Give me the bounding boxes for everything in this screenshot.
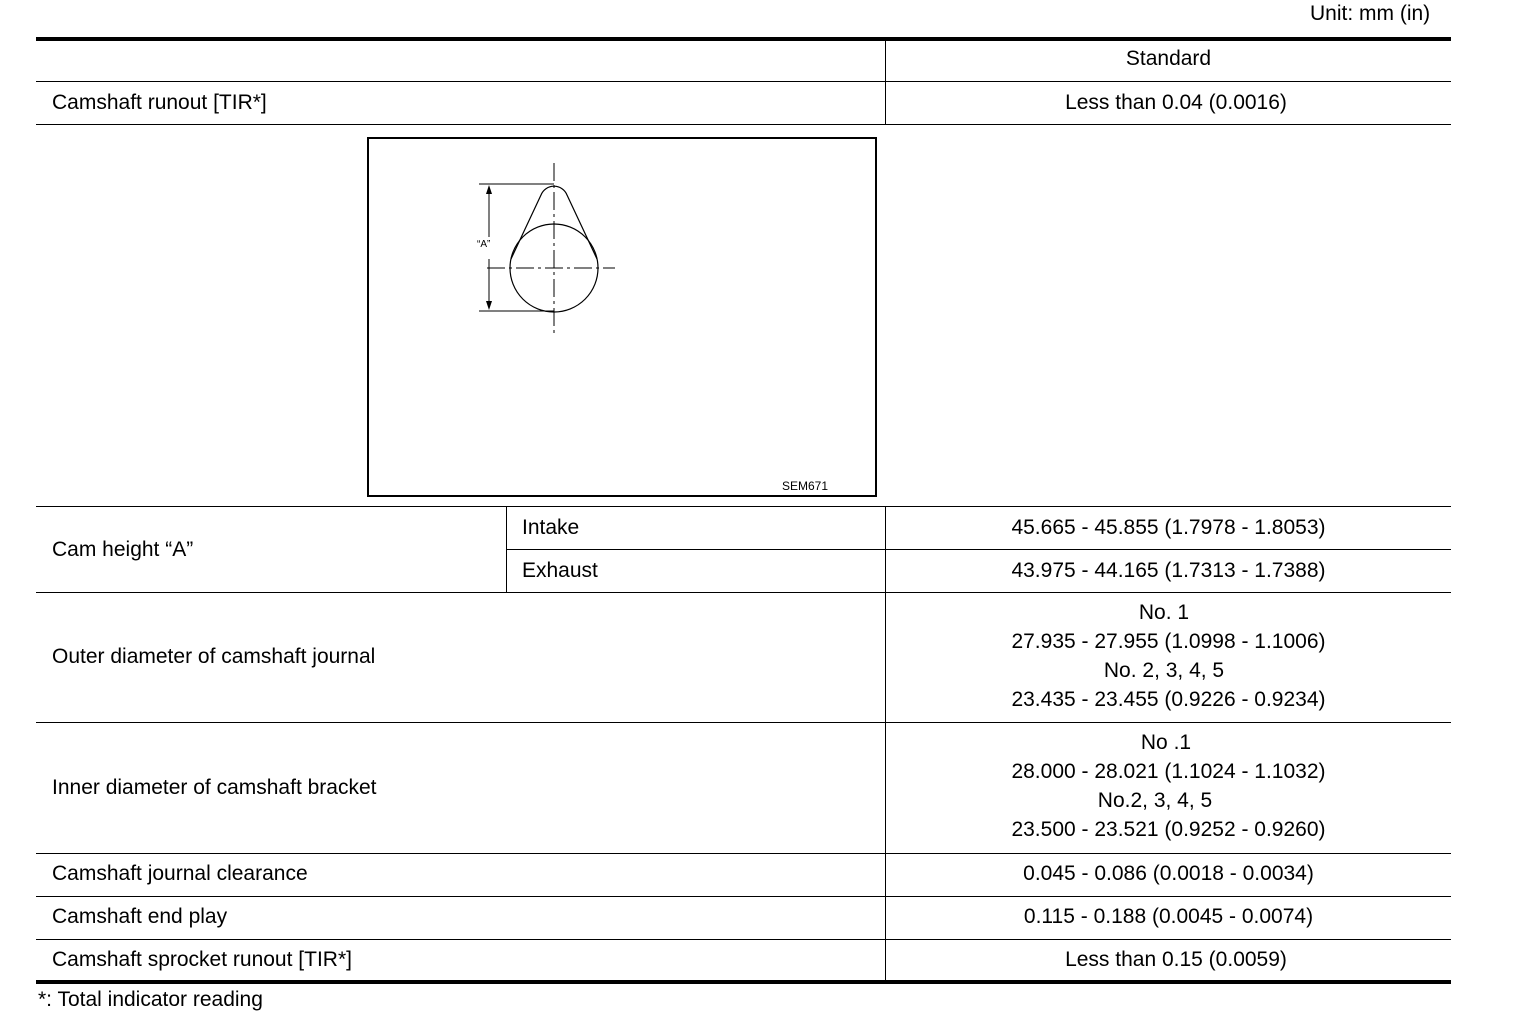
journal-outer-line: No. 1 [1138, 601, 1190, 624]
row-divider [36, 81, 1451, 82]
journal-outer-line: No. 2, 3, 4, 5 [1103, 659, 1225, 682]
figure-code: SEM671 [782, 479, 829, 493]
end-play-label: Camshaft end play [52, 905, 228, 928]
journal-outer-line: 27.935 - 27.955 (1.0998 - 1.1006) [1011, 630, 1326, 653]
row-divider [36, 124, 1451, 125]
cam-height-label: Cam height “A” [52, 538, 194, 561]
unit-label: Unit: mm (in) [1310, 2, 1431, 25]
journal-clearance-label: Camshaft journal clearance [52, 862, 308, 885]
cam-height-figure [367, 137, 877, 497]
dimension-a-label: “A” [477, 239, 491, 250]
bracket-inner-line: 23.500 - 23.521 (0.9252 - 0.9260) [1011, 818, 1326, 841]
runout-label: Camshaft runout [TIR*] [52, 91, 267, 114]
row-divider [36, 592, 1451, 593]
journal-outer-label: Outer diameter of camshaft journal [52, 645, 376, 668]
journal-outer-line: 23.435 - 23.455 (0.9226 - 0.9234) [1011, 688, 1326, 711]
row-divider [36, 896, 1451, 897]
intake-label: Intake [522, 516, 580, 539]
column-divider [506, 506, 507, 593]
bracket-inner-label: Inner diameter of camshaft bracket [52, 776, 377, 799]
row-divider [36, 722, 1451, 723]
row-divider [36, 939, 1451, 940]
sprocket-runout-value: Less than 0.15 (0.0059) [1065, 948, 1287, 971]
exhaust-label: Exhaust [522, 559, 598, 582]
bracket-inner-line: No .1 [1140, 731, 1192, 754]
bracket-inner-line: No.2, 3, 4, 5 [1097, 789, 1213, 812]
table-top-rule [36, 37, 1451, 41]
sprocket-runout-label: Camshaft sprocket runout [TIR*] [52, 948, 352, 971]
row-divider [36, 506, 1451, 507]
row-divider [36, 853, 1451, 854]
header-standard: Standard [1125, 47, 1212, 70]
table-bottom-rule [36, 980, 1451, 984]
footnote: *: Total indicator reading [38, 988, 263, 1011]
bracket-inner-line: 28.000 - 28.021 (1.1024 - 1.1032) [1011, 760, 1326, 783]
runout-value: Less than 0.04 (0.0016) [1065, 91, 1287, 114]
exhaust-value: 43.975 - 44.165 (1.7313 - 1.7388) [1011, 559, 1326, 582]
cam-lobe-diagram [369, 139, 875, 495]
end-play-value: 0.115 - 0.188 (0.0045 - 0.0074) [1023, 905, 1314, 928]
journal-clearance-value: 0.045 - 0.086 (0.0018 - 0.0034) [1023, 862, 1314, 885]
intake-value: 45.665 - 45.855 (1.7978 - 1.8053) [1011, 516, 1326, 539]
row-divider [506, 549, 1451, 550]
